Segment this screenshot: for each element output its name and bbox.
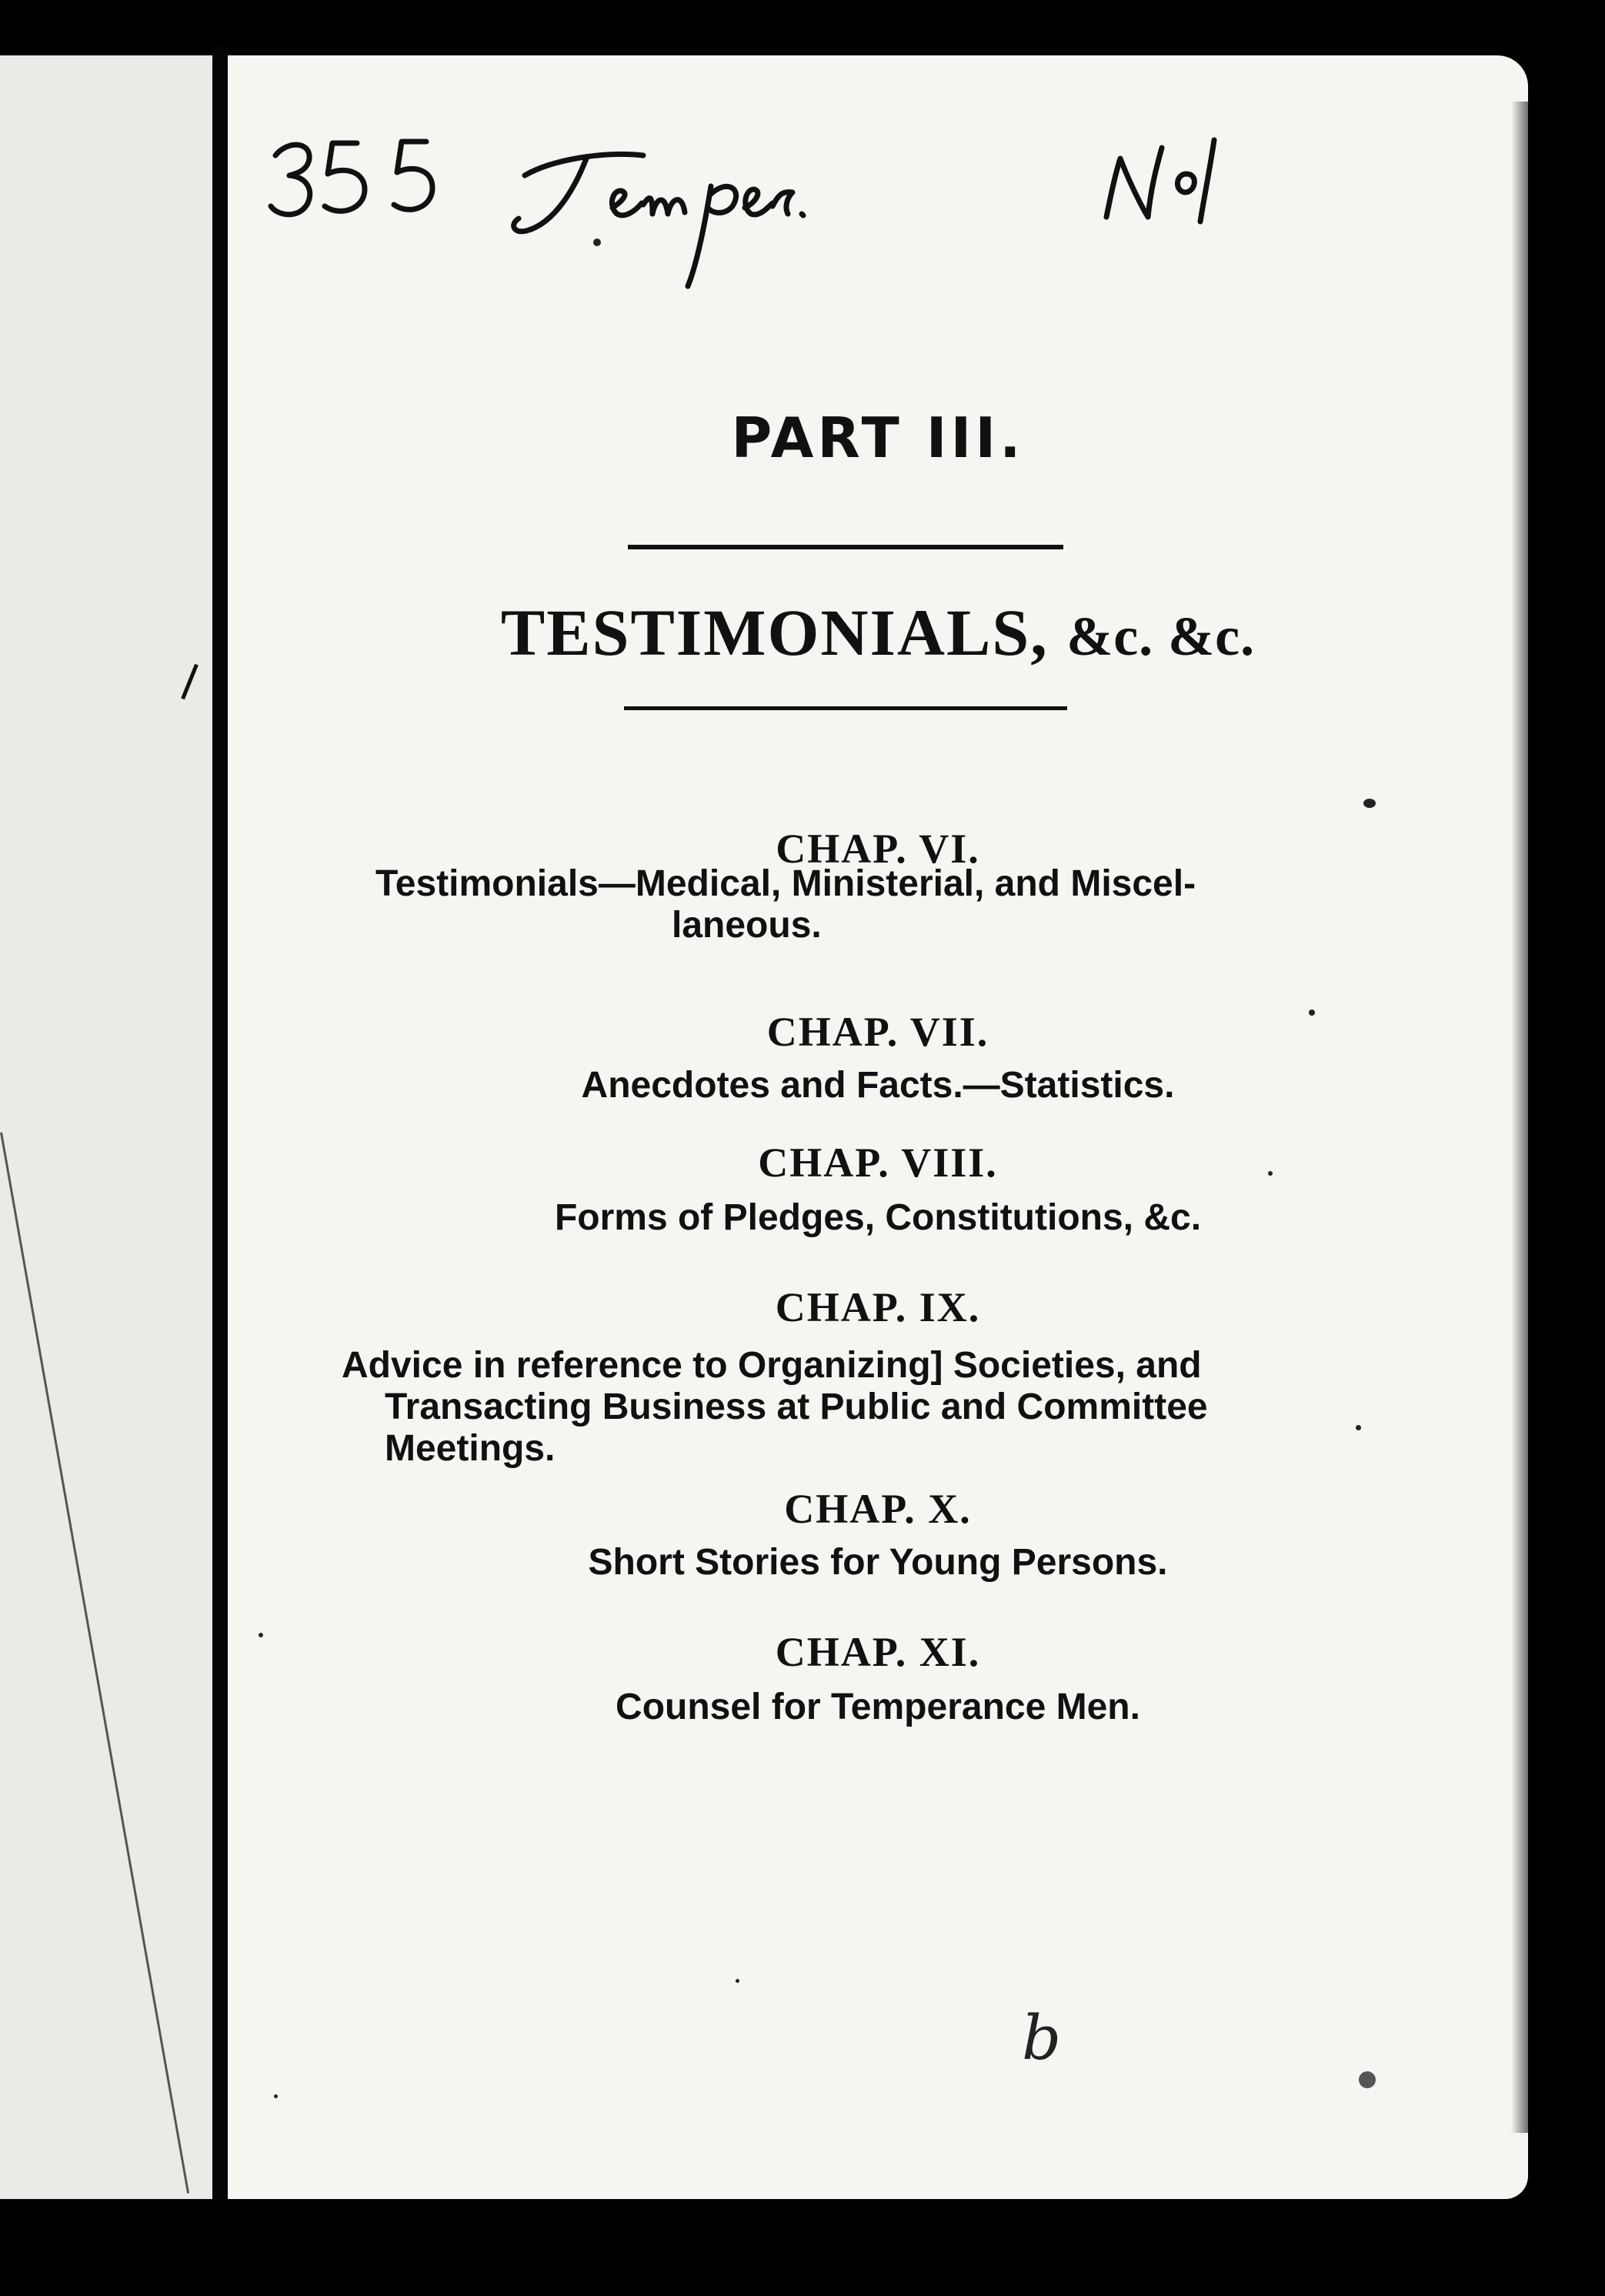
speck <box>736 1979 739 1983</box>
chapter-description <box>375 863 1434 946</box>
chapter-description: Counsel for Temperance Men. <box>616 1687 1140 1727</box>
chapter-description: Short Stories for Young Persons. <box>588 1542 1168 1583</box>
page-crack <box>0 1132 189 2193</box>
speck <box>1363 799 1376 808</box>
chapter-heading: CHAP. X. <box>784 1486 972 1532</box>
handwritten-note <box>228 94 1528 294</box>
title-page <box>228 55 1528 2199</box>
chapter-description-line: Advice in reference to Organizing] Societies, and <box>342 1345 1202 1386</box>
speck <box>274 2094 278 2098</box>
chapter-description-line: Meetings. <box>385 1428 556 1469</box>
chapter-description-line: Transacting Business at Public and Committee <box>385 1387 1208 1427</box>
speck <box>1359 2071 1376 2088</box>
page-mark: b <box>1022 2002 1062 2074</box>
ink-mark <box>181 664 199 699</box>
chapter-heading: CHAP. VI. <box>776 826 980 872</box>
part-title: PART III. <box>731 405 1025 470</box>
chapter-heading: CHAP. VIII. <box>758 1140 998 1186</box>
section-title <box>228 594 1528 671</box>
divider-rule <box>628 545 1063 549</box>
chapter-description: Forms of Pledges, Constitutions, &c. <box>554 1197 1202 1238</box>
book-gutter <box>212 46 228 2201</box>
left-page-edge <box>0 55 212 2199</box>
section-title-suffix: &c. &c. <box>1066 606 1256 667</box>
chapter-heading: CHAP. XI. <box>775 1629 981 1675</box>
divider-rule <box>624 706 1067 710</box>
chapter-heading: CHAP. IX. <box>775 1284 981 1330</box>
chapter-description <box>342 1345 1437 1470</box>
section-title-main: TESTIMONIALS, <box>500 596 1049 669</box>
chapter-description: Anecdotes and Facts.—Statistics. <box>581 1065 1175 1106</box>
chapter-heading: CHAP. VII. <box>766 1009 989 1055</box>
chapter-description-line: Testimonials—Medical, Ministerial, and Miscel- <box>375 863 1196 904</box>
chapter-description-line: laneous. <box>672 905 822 946</box>
